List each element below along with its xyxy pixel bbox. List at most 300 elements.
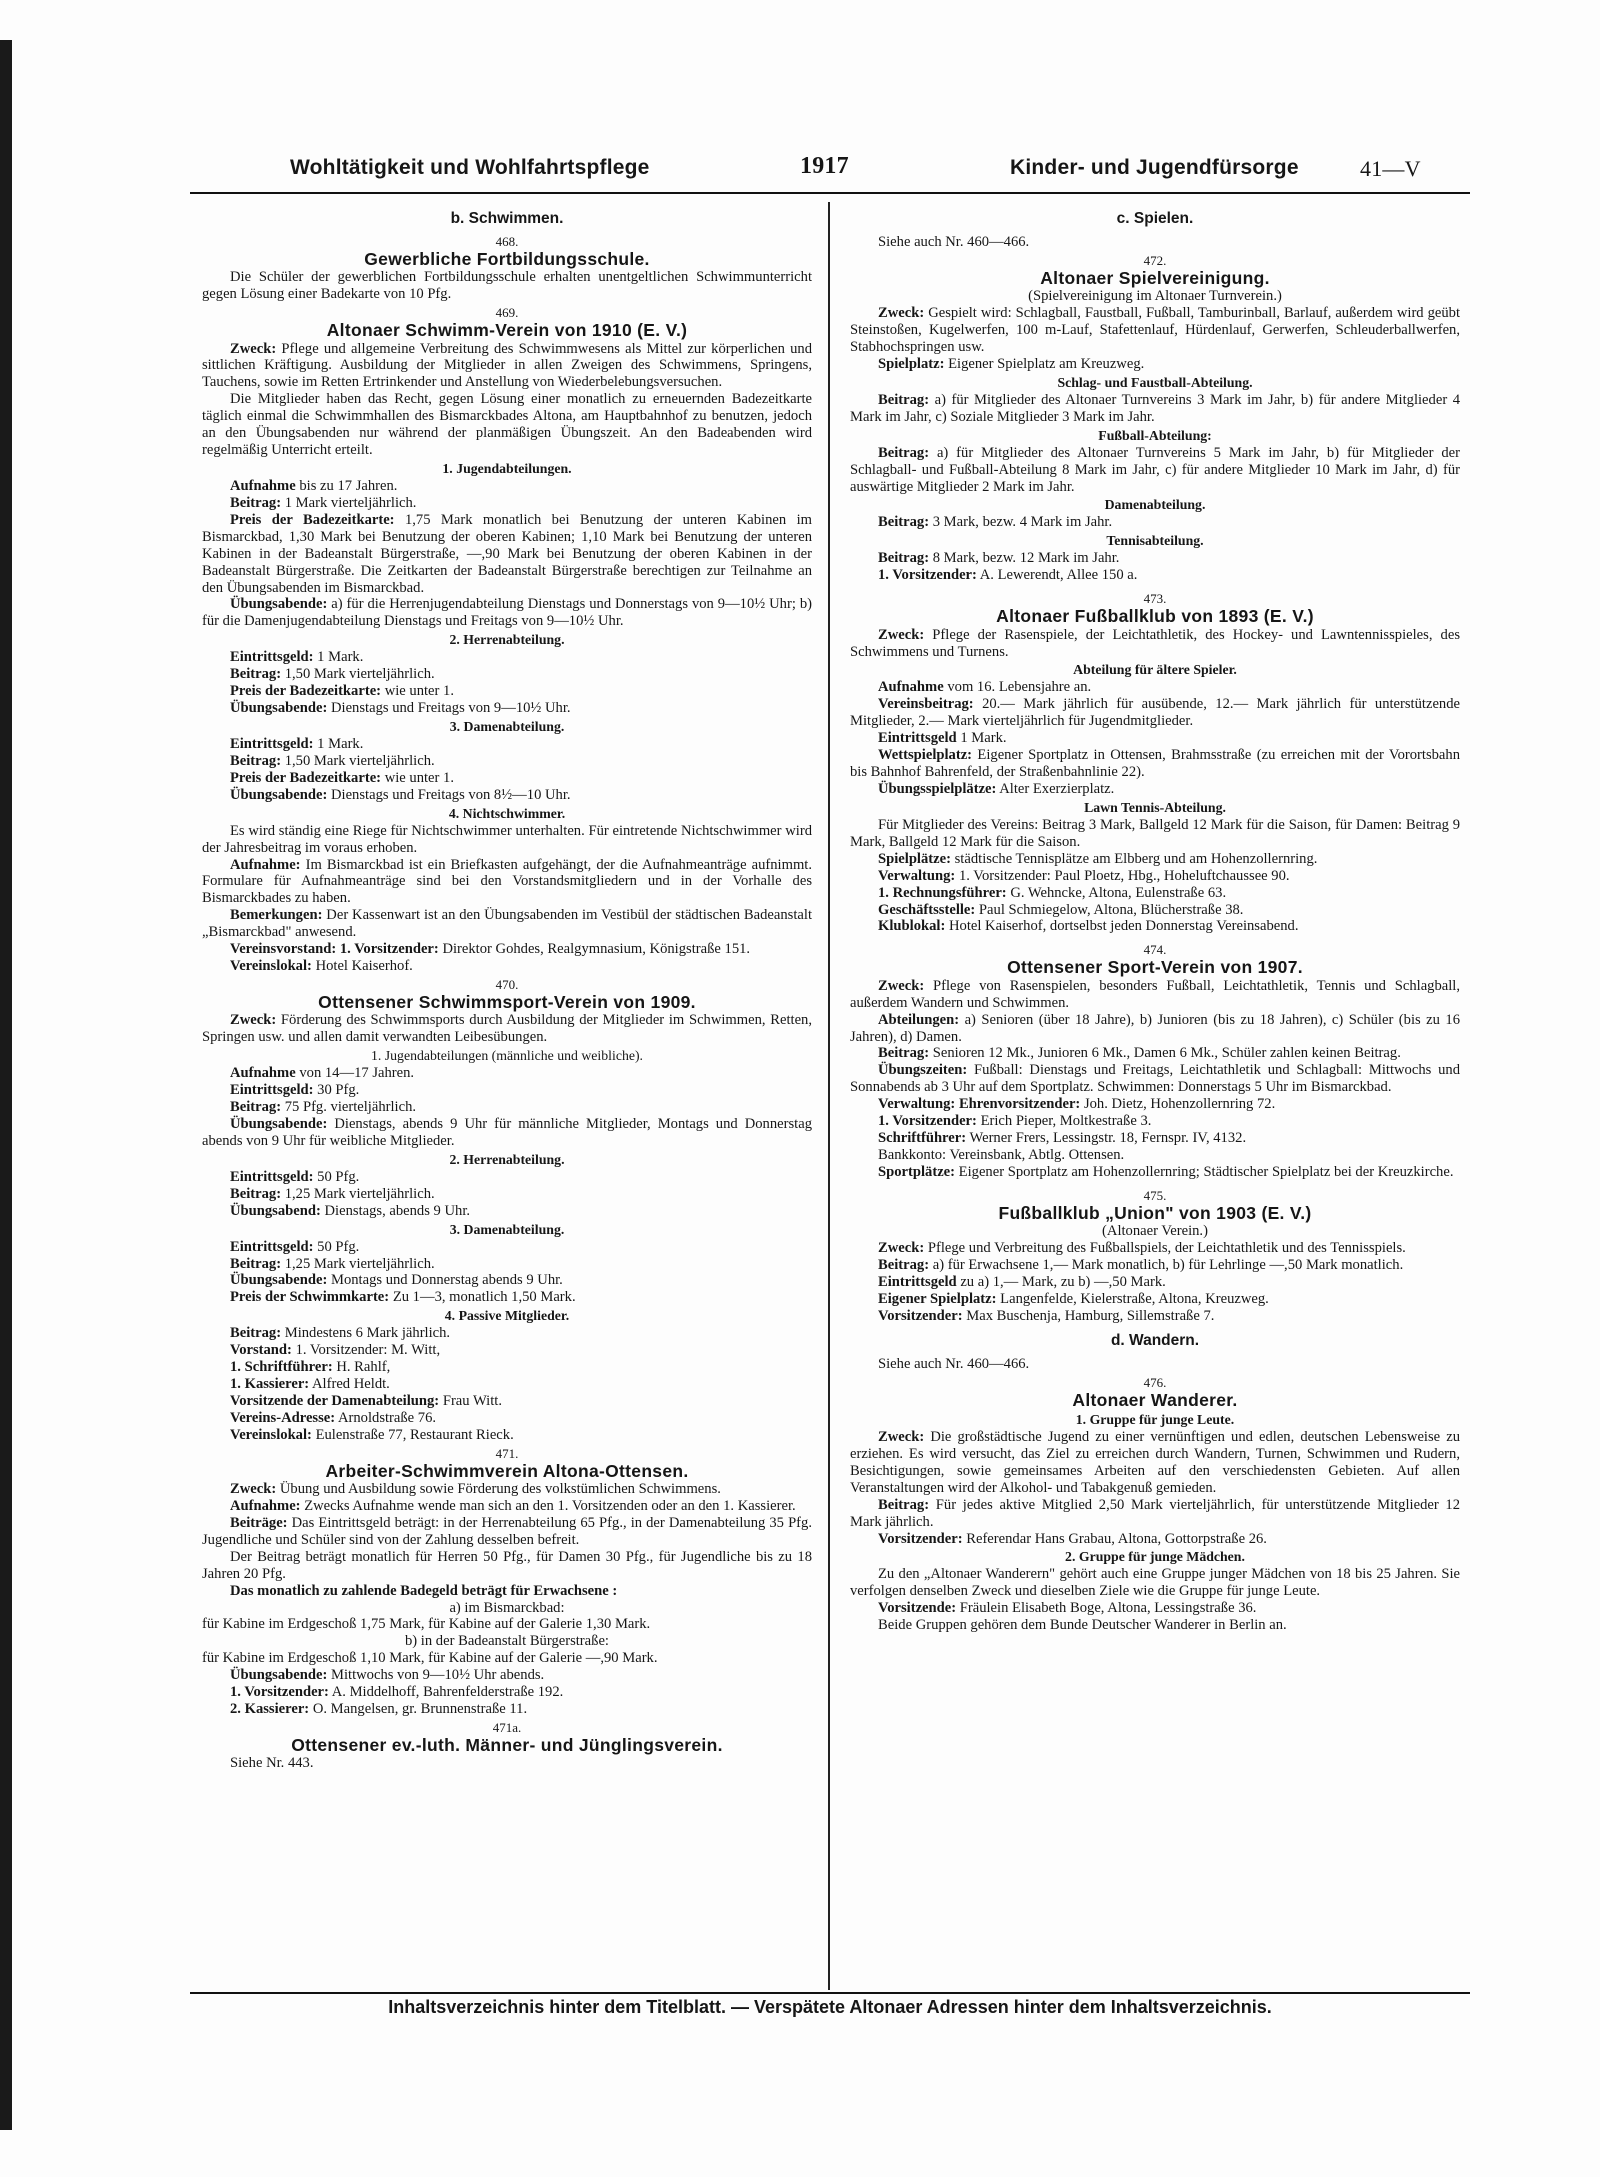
purpose-text bbox=[850, 1429, 1460, 1497]
value: Das Eintrittsgeld beträgt: in der Herrenabteilung 65 Pfg., in der Damenabteilung 35 Pfg. Jugendliche und Schüler sind von der Zahlung desselben befreit. bbox=[202, 1514, 812, 1548]
entry-474 bbox=[850, 935, 1460, 1180]
subsection-title: 3. Damenabteilung. bbox=[449, 719, 565, 734]
field bbox=[202, 1272, 812, 1289]
label: Vereinsvorstand: bbox=[230, 941, 337, 958]
value: bis zu 17 Jahren. bbox=[299, 478, 398, 495]
value: Werner Frers, Lessingstr. 18, Fernspr. IV, 4132. bbox=[969, 1130, 1247, 1147]
value: Mittwochs von 9—10½ Uhr abends. bbox=[330, 1667, 545, 1684]
field bbox=[850, 1600, 1460, 1617]
value: Langenfelde, Kielerstraße, Altona, Kreuzweg. bbox=[1000, 1290, 1269, 1307]
value: 1 Mark. bbox=[317, 649, 364, 666]
label: Übungsabende: bbox=[230, 596, 328, 613]
field bbox=[850, 1164, 1460, 1181]
entry-471a bbox=[202, 1720, 812, 1772]
bath-fee-b-text: für Kabine im Erdgeschoß 1,10 Mark, für Kabine auf der Galerie —,90 Mark. bbox=[202, 1650, 658, 1667]
subsection-title: 2. Gruppe für junge Mädchen. bbox=[1065, 1549, 1245, 1565]
value: 1. Vorsitzender: M. Witt, bbox=[295, 1342, 441, 1359]
label: Vereinslokal: bbox=[230, 1426, 312, 1443]
field bbox=[850, 445, 1460, 496]
label: Bemerkungen: bbox=[230, 907, 323, 924]
purpose-text bbox=[202, 1481, 812, 1498]
field bbox=[202, 1684, 812, 1701]
value: Übung und Ausbildung sowie Förderung des volkstümlichen Schwimmens. bbox=[279, 1481, 721, 1498]
label: 1. Kassierer: bbox=[230, 1376, 310, 1393]
paragraph: Die Mitglieder haben das Recht, gegen Lösung einer monatlich zu erneuernden Badezeitkarte täglich einmal die Schwimmhallen des Bismarckbades Altona, am Hauptbahnhof zu benutzen, jedoch an den Übungsabenden nur während der planmäßigen Übungszeit. An den Badeabenden wird regelmäßig Unterricht erteilt. bbox=[202, 391, 812, 459]
field bbox=[850, 1012, 1460, 1046]
entry-number: 471a. bbox=[492, 1720, 522, 1735]
field bbox=[202, 787, 812, 804]
field bbox=[850, 696, 1460, 730]
field bbox=[202, 1701, 812, 1718]
label: 1. Schriftführer: bbox=[230, 1359, 333, 1376]
label: Übungsabend: bbox=[230, 1202, 321, 1219]
label: 1. Vorsitzender: bbox=[878, 567, 977, 584]
entry-title: Ottensener Sport-Verein von 1907. bbox=[1007, 957, 1303, 978]
paragraph: Der Beitrag beträgt monatlich für Herren 50 Pfg., für Damen 30 Pfg., für Jugendliche bis zu 18 Jahren 20 Pfg. bbox=[202, 1548, 812, 1582]
purpose-text bbox=[202, 1012, 812, 1046]
label: Zweck: bbox=[878, 977, 925, 994]
value: Direktor Gohdes, Realgymnasium, Königstraße 151. bbox=[442, 941, 751, 958]
value: a) Senioren (über 18 Jahre), b) Junioren (bis zu 18 Jahren), c) Schüler (bis zu 16 Jahren), d) Damen. bbox=[850, 1011, 1460, 1045]
field bbox=[202, 1325, 812, 1342]
label: Spielplatz: bbox=[878, 355, 945, 372]
label: Schriftführer: bbox=[878, 1130, 967, 1147]
label: Beitrag: bbox=[878, 514, 930, 531]
value: 50 Pfg. bbox=[317, 1168, 360, 1185]
value: a) für die Herrenjugendabteilung Dienstags und Donnerstags von 9—10½ Uhr; b) für die Damenjugendabteilung Dienstags und Freitags von 9—10½ Uhr. bbox=[202, 596, 812, 630]
field bbox=[850, 747, 1460, 781]
value: Gespielt wird: Schlagball, Faustball, Fußball, Tamburinball, Barlauf, außerdem wird geübt Steinstoßen, Kugelwerfen, 100 m-Lauf, Stafettenlauf, Hürdenlauf, Gerwerfen, Schleuderballwerfen, Stabhochspringen usw. bbox=[850, 305, 1460, 356]
header-right: Kinder- und Jugendfürsorge bbox=[1010, 156, 1299, 179]
subsection-title: 2. Herrenabteilung. bbox=[449, 1151, 565, 1167]
label: Aufnahme bbox=[230, 478, 296, 495]
field bbox=[202, 1667, 812, 1684]
value: wie unter 1. bbox=[384, 769, 454, 786]
field bbox=[850, 1045, 1460, 1062]
running-header bbox=[190, 150, 1470, 194]
section-heading: d. Wandern. bbox=[1110, 1331, 1200, 1349]
field bbox=[202, 1082, 812, 1099]
value: 1. Vorsitzender: Paul Ploetz, Hbg., Hoheluftchaussee 90. bbox=[958, 867, 1290, 884]
value: 1,25 Mark vierteljährlich. bbox=[284, 1185, 435, 1202]
header-left: Wohltätigkeit und Wohlfahrtspflege bbox=[290, 156, 650, 179]
label: Ehrenvorsitzender: bbox=[958, 1096, 1081, 1113]
value: Eigener Sportplatz in Ottensen, Brahmsstraße (zu erreichen mit der Vorortsbahn bis Bahnhof Bahrenfeld, der Straßenbahnlinie 22). bbox=[850, 747, 1460, 781]
value: 1 Mark vierteljährlich. bbox=[284, 494, 417, 511]
cross-reference: Siehe auch Nr. 460—466. bbox=[878, 1355, 1030, 1372]
cross-reference: Siehe auch Nr. 460—466. bbox=[878, 233, 1030, 250]
value: 1,50 Mark vierteljährlich. bbox=[284, 666, 435, 683]
field bbox=[202, 1289, 812, 1306]
subsection-title: Schlag- und Faustball-Abteilung. bbox=[1057, 374, 1253, 390]
value: Max Buschenja, Hamburg, Sillemstraße 7. bbox=[966, 1307, 1215, 1324]
page-number: 41—V bbox=[1360, 156, 1421, 181]
label: Vereinslokal: bbox=[230, 958, 312, 975]
value: 1,25 Mark vierteljährlich. bbox=[284, 1255, 435, 1272]
field bbox=[850, 392, 1460, 426]
value: a) für Mitglieder des Altonaer Turnvereins 5 Mark im Jahr, b) für Mitglieder der Schlagball- und Fußball-Abteilung 8 Mark im Jahr, c) für andere Mitglieder 10 Mark im Jahr, d) für auswärtige Mitglieder 2 Mark im Jahr. bbox=[850, 444, 1460, 495]
label: Übungsabende: bbox=[230, 1115, 328, 1132]
label: 1. Rechnungsführer: bbox=[878, 884, 1007, 901]
field bbox=[850, 1308, 1460, 1325]
label: Wettspielplatz: bbox=[878, 747, 973, 764]
subsection-title: 1. Gruppe für junge Leute. bbox=[1075, 1411, 1235, 1427]
entry-471 bbox=[202, 1446, 812, 1718]
label: Aufnahme: bbox=[230, 1498, 301, 1515]
value: Pflege und allgemeine Verbreitung des Schwimmwesens als Mittel zur körperlichen und sittlichen Kräftigung. Ausbildung der Mitglieder in allen Zweigen des Schwimmens, Springens, Tauchens, sowie im Retten Ertrinkender und Anstellung von Wiederbelebungsversuchen. bbox=[202, 340, 812, 391]
bath-fee-a-text: für Kabine im Erdgeschoß 1,75 Mark, für Kabine auf der Galerie 1,30 Mark. bbox=[202, 1616, 651, 1633]
label: Geschäftsstelle: bbox=[878, 901, 976, 918]
field bbox=[850, 567, 1460, 584]
label: Beitrag: bbox=[230, 1099, 282, 1116]
section-heading: b. Schwimmen. bbox=[450, 210, 564, 227]
entry-469 bbox=[202, 305, 812, 975]
field bbox=[202, 857, 812, 908]
value: 8 Mark, bezw. 12 Mark im Jahr. bbox=[932, 550, 1120, 567]
value: Fußball: Dienstags und Freitags, Leichtathletik und Schlagball: Mittwochs und Sonnabends ab 3 Uhr auf dem Sportplatz. Schwimmen: Donnerstags 5 Uhr im Bismarckbad. bbox=[850, 1062, 1460, 1096]
subsection-title: Tennisabteilung. bbox=[1106, 533, 1204, 549]
label: Preis der Badezeitkarte: bbox=[230, 511, 395, 528]
value: Paul Schmiegelow, Altona, Blücherstraße 38. bbox=[978, 901, 1244, 918]
label: Vorsitzende: bbox=[878, 1600, 957, 1617]
entry-number: 473. bbox=[1143, 591, 1167, 607]
entry-subtitle: (Altonaer Verein.) bbox=[1102, 1223, 1208, 1240]
purpose-text bbox=[202, 341, 812, 392]
field bbox=[850, 1113, 1460, 1130]
value: Eigener Spielplatz am Kreuzweg. bbox=[948, 355, 1145, 372]
field bbox=[202, 1065, 812, 1082]
label: Aufnahme bbox=[878, 679, 944, 696]
entry-number: 476. bbox=[1143, 1374, 1167, 1390]
value: 3 Mark, bezw. 4 Mark im Jahr. bbox=[932, 514, 1113, 531]
label: Vereins-Adresse: bbox=[230, 1409, 336, 1426]
entry-title: Arbeiter-Schwimmverein Altona-Ottensen. bbox=[325, 1460, 689, 1481]
field bbox=[202, 1169, 812, 1186]
entry-text: Die Schüler der gewerblichen Fortbildungsschule erhalten unentgeltlichen Schwimmunterricht gegen Lösung einer Badekarte von 10 Pfg. bbox=[202, 269, 812, 303]
label: Beitrag: bbox=[230, 1255, 282, 1272]
label: Preis der Schwimmkarte: bbox=[230, 1289, 390, 1306]
purpose-text bbox=[850, 305, 1460, 356]
field bbox=[202, 495, 812, 512]
purpose-text bbox=[850, 978, 1460, 1012]
page-footer: Inhaltsverzeichnis hinter dem Titelblatt. — Verspätete Altonaer Adressen hinter dem Inhaltsverzeichnis. bbox=[190, 1992, 1470, 2023]
label: Beitrag: bbox=[878, 391, 930, 408]
value: G. Wehncke, Altona, Eulenstraße 63. bbox=[1010, 884, 1227, 901]
value: a) für Erwachsene 1,— Mark monatlich, b) für Lehrlinge —,50 Mark monatlich. bbox=[932, 1257, 1404, 1274]
entry-476 bbox=[850, 1375, 1460, 1635]
subsection-title: Abteilung für ältere Spieler. bbox=[1073, 662, 1237, 678]
field bbox=[850, 514, 1460, 531]
subsection-title: 4. Passive Mitglieder. bbox=[444, 1308, 570, 1324]
field bbox=[850, 1096, 1460, 1113]
value: Pflege von Rasenspielen, besonders Fußball, Leichtathletik, Tennis und Schlagball, außerdem Wandern und Schwimmen. bbox=[850, 977, 1460, 1011]
value: Dienstags und Freitags von 8½—10 Uhr. bbox=[330, 786, 571, 803]
field bbox=[202, 1410, 812, 1427]
label: Spielplätze: bbox=[878, 850, 951, 867]
entry-number: 468. bbox=[495, 233, 519, 249]
label: Beitrag: bbox=[878, 1045, 930, 1062]
label: 1. Vorsitzender: bbox=[878, 1113, 977, 1130]
field bbox=[202, 1515, 812, 1549]
field bbox=[850, 730, 1460, 747]
field bbox=[202, 596, 812, 630]
label: Beiträge: bbox=[230, 1514, 288, 1531]
column-divider bbox=[828, 202, 830, 1990]
subsection-title: 2. Herrenabteilung. bbox=[449, 632, 565, 648]
label: Klublokal: bbox=[878, 918, 946, 935]
entry-title: Altonaer Spielvereinigung. bbox=[1040, 267, 1270, 288]
field bbox=[202, 666, 812, 683]
value: Dienstags, abends 9 Uhr. bbox=[324, 1202, 471, 1219]
value: Arnoldstraße 76. bbox=[337, 1409, 437, 1426]
label: Übungsabende: bbox=[230, 1272, 328, 1289]
field bbox=[202, 958, 812, 975]
value: Frau Witt. bbox=[442, 1392, 502, 1409]
field bbox=[202, 1239, 812, 1256]
value: O. Mangelsen, gr. Brunnenstraße 11. bbox=[312, 1701, 528, 1718]
value: Erich Pieper, Moltkestraße 3. bbox=[980, 1113, 1152, 1130]
field bbox=[202, 683, 812, 700]
field bbox=[850, 851, 1460, 868]
label: Beitrag: bbox=[878, 1257, 930, 1274]
field bbox=[202, 1498, 812, 1515]
entry-number: 475. bbox=[1143, 1187, 1167, 1203]
cross-reference: Siehe Nr. 443. bbox=[230, 1755, 314, 1772]
entry-title: Altonaer Fußballklub von 1893 (E. V.) bbox=[996, 606, 1314, 627]
label: Zweck: bbox=[878, 1240, 925, 1257]
label: Zweck: bbox=[230, 340, 277, 357]
label: Vorsitzende der Damenabteilung: bbox=[230, 1392, 440, 1409]
label: Übungszeiten: bbox=[878, 1062, 968, 1079]
label: Sportplätze: bbox=[878, 1163, 956, 1180]
label: Zweck: bbox=[230, 1012, 277, 1029]
value: Fräulein Elisabeth Boge, Altona, Lessingstraße 36. bbox=[959, 1600, 1257, 1617]
purpose-text bbox=[850, 627, 1460, 661]
value: Dienstags, abends 9 Uhr für männliche Mitglieder, Montags und Donnerstag abends von 9 Uhr für weibliche Mitglieder. bbox=[202, 1115, 812, 1149]
value: Alter Exerzierplatz. bbox=[999, 781, 1115, 797]
entry-472 bbox=[850, 253, 1460, 584]
label: Eintrittsgeld bbox=[878, 730, 957, 747]
entry-title: Altonaer Wanderer. bbox=[1072, 1389, 1238, 1410]
subsection-title: Lawn Tennis-Abteilung. bbox=[1084, 799, 1226, 815]
value: 1,50 Mark vierteljährlich. bbox=[284, 752, 435, 769]
field bbox=[202, 736, 812, 753]
value: 1 Mark. bbox=[960, 730, 1007, 747]
value: Joh. Dietz, Hohenzollernring 72. bbox=[1083, 1096, 1276, 1113]
value: 75 Pfg. vierteljährlich. bbox=[284, 1099, 417, 1116]
field bbox=[850, 1291, 1460, 1308]
value: A. Lewerendt, Allee 150 a. bbox=[979, 567, 1138, 584]
value: Montags und Donnerstag abends 9 Uhr. bbox=[330, 1272, 563, 1289]
value: von 14—17 Jahren. bbox=[299, 1065, 415, 1082]
field bbox=[850, 1130, 1460, 1147]
field bbox=[850, 1274, 1460, 1291]
label: Übungsabende: bbox=[230, 700, 328, 717]
entry-468 bbox=[202, 234, 812, 303]
entry-473 bbox=[850, 584, 1460, 935]
value: Zwecks Aufnahme wende man sich an den 1. Vorsitzenden oder an den 1. Kassierer. bbox=[304, 1498, 796, 1515]
entry-475 bbox=[850, 1181, 1460, 1325]
value: Referendar Hans Grabau, Altona, Gottorpstraße 26. bbox=[966, 1530, 1267, 1547]
field bbox=[202, 1116, 812, 1150]
field bbox=[850, 1062, 1460, 1096]
label: Vorsitzender: bbox=[878, 1530, 963, 1547]
field bbox=[202, 1376, 812, 1393]
value: Für jedes aktive Mitglied 2,50 Mark vierteljährlich, für unterstützende Mitglieder 12 Mark jährlich. bbox=[850, 1496, 1461, 1530]
field bbox=[202, 1342, 812, 1359]
label: 1. Vorsitzender: bbox=[339, 941, 439, 958]
label: Beitrag: bbox=[878, 1496, 930, 1513]
field bbox=[850, 885, 1460, 902]
value: Eulenstraße 77, Restaurant Rieck. bbox=[315, 1426, 514, 1443]
header-year: 1917 bbox=[800, 153, 849, 179]
value: Zu 1—3, monatlich 1,50 Mark. bbox=[392, 1289, 576, 1306]
field bbox=[202, 649, 812, 666]
subsection-title: Damenabteilung. bbox=[1104, 497, 1206, 513]
document-page bbox=[190, 150, 1470, 2017]
label: Beitrag: bbox=[230, 1325, 282, 1342]
entry-470 bbox=[202, 977, 812, 1444]
purpose-text bbox=[850, 1240, 1460, 1257]
label: Beitrag: bbox=[878, 550, 930, 567]
scan-edge bbox=[0, 40, 12, 2130]
label: Eigener Spielplatz: bbox=[878, 1290, 997, 1307]
field bbox=[850, 679, 1460, 696]
entry-subtitle: (Spielvereinigung im Altonaer Turnverein.) bbox=[1028, 288, 1282, 305]
label: Vereinsbeitrag: bbox=[878, 696, 974, 713]
value: H. Rahlf, bbox=[336, 1359, 391, 1376]
label: Beitrag: bbox=[230, 494, 282, 511]
value: 50 Pfg. bbox=[317, 1238, 360, 1255]
value: Förderung des Schwimmsports durch Ausbildung der Mitglieder im Schwimmen, Retten, Springen usw. und allen damit verwandten Leibesübungen. bbox=[202, 1012, 812, 1046]
entry-number: 469. bbox=[495, 305, 519, 321]
label: Aufnahme: bbox=[230, 856, 301, 873]
label: Preis der Badezeitkarte: bbox=[230, 683, 382, 700]
value: A. Middelhoff, Bahrenfelderstraße 192. bbox=[331, 1684, 564, 1701]
field bbox=[202, 478, 812, 495]
entry-title: Fußballklub „Union" von 1903 (E. V.) bbox=[998, 1202, 1312, 1223]
value: 1 Mark. bbox=[317, 736, 364, 752]
label: Vorstand: bbox=[230, 1342, 292, 1359]
value: Eigener Sportplatz am Hohenzollernring; Städtischer Spielplatz bei der Kreuzkirche. bbox=[958, 1163, 1454, 1180]
paragraph: Zu den „Altonaer Wanderern" gehört auch eine Gruppe junger Mädchen von 18 bis 25 Jahren. Sie verfolgen denselben Zweck und dieselben Ziele wie die Gruppe für junge Leute. bbox=[850, 1566, 1460, 1600]
entry-title: Gewerbliche Fortbildungsschule. bbox=[364, 249, 650, 270]
label: Eintrittsgeld: bbox=[230, 1238, 314, 1255]
bath-fee-b: b) in der Badeanstalt Bürgerstraße: bbox=[405, 1633, 609, 1650]
subsection-title: Fußball-Abteilung: bbox=[1098, 427, 1212, 443]
field bbox=[850, 868, 1460, 885]
label: Beitrag: bbox=[230, 1185, 282, 1202]
field bbox=[202, 907, 812, 941]
label: Übungsabende: bbox=[230, 1667, 328, 1684]
label: Übungsspielplätze: bbox=[878, 781, 997, 797]
entry-title: Altonaer Schwimm-Verein von 1910 (E. V.) bbox=[326, 320, 688, 341]
value: zu a) 1,— Mark, zu b) —,50 Mark. bbox=[960, 1273, 1166, 1290]
paragraph: Es wird ständig eine Riege für Nichtschwimmer unterhalten. Für eintretende Nichtschwimmer wird der Jahresbeitrag im voraus erhoben. bbox=[202, 822, 812, 856]
field bbox=[850, 781, 1460, 798]
label: 2. Kassierer: bbox=[230, 1701, 310, 1718]
label: Verwaltung: bbox=[878, 1096, 956, 1113]
field bbox=[850, 1257, 1460, 1274]
entry-title: Ottensener Schwimmsport-Verein von 1909. bbox=[318, 992, 696, 1013]
label: Eintrittsgeld bbox=[878, 1273, 957, 1290]
field bbox=[850, 902, 1460, 919]
subsection-title: 1. Jugendabteilungen. bbox=[442, 461, 572, 477]
value: 30 Pfg. bbox=[317, 1082, 360, 1099]
field bbox=[202, 1427, 812, 1444]
value: Mindestens 6 Mark jährlich. bbox=[284, 1325, 451, 1342]
label: Beitrag: bbox=[230, 666, 282, 683]
subsection-title: 1. Jugendabteilungen (männliche und weibliche). bbox=[370, 1048, 644, 1064]
field bbox=[202, 770, 812, 787]
label: Beitrag: bbox=[230, 752, 282, 769]
label: Aufnahme bbox=[230, 1065, 296, 1082]
section-heading: c. Spielen. bbox=[1116, 210, 1194, 227]
paragraph: Beide Gruppen gehören dem Bunde Deutscher Wanderer in Berlin an. bbox=[878, 1617, 1287, 1634]
entry-number: 471. bbox=[495, 1445, 519, 1461]
field bbox=[850, 1531, 1460, 1548]
field bbox=[850, 1497, 1460, 1531]
value: Alfred Heldt. bbox=[312, 1376, 390, 1393]
value: Hotel Kaiserhof, dortselbst jeden Donnerstag Vereinsabend. bbox=[948, 918, 1299, 935]
field bbox=[202, 1099, 812, 1116]
value: Senioren 12 Mk., Junioren 6 Mk., Damen 6 Mk., Schüler zahlen keinen Beitrag. bbox=[932, 1045, 1401, 1062]
value: städtische Tennisplätze am Elbberg und am Hohenzollernring. bbox=[954, 850, 1318, 867]
label: Zweck: bbox=[878, 305, 925, 322]
value: Die großstädtische Jugend zu einer vernünftigen und edlen, deutschen Lebensweise zu erziehen. Es wird versucht, das Ziel zu erreichen durch Wandern, Turnen, Schwimmen und Rudern, Besichtigungen, sowie gemeinsames Arbeiten auf den verschiedensten Gebieten. Auf allen Veranstaltungen wird der Alkohol- und Tabakgenuß gemieden. bbox=[850, 1428, 1460, 1496]
entry-number: 470. bbox=[495, 976, 519, 992]
field bbox=[202, 753, 812, 770]
value: 20.— Mark jährlich für ausübende, 12.— Mark jährlich für unterstützende Mitglieder, 2.— Mark vierteljährlich für Jugendmitglieder. bbox=[850, 696, 1460, 730]
value: vom 16. Lebensjahre an. bbox=[947, 679, 1092, 696]
bath-fee-heading: Das monatlich zu zahlende Badegeld beträgt für Erwachsene : bbox=[230, 1582, 618, 1599]
field bbox=[202, 512, 812, 597]
entry-title: Ottensener ev.-luth. Männer- und Jünglingsverein. bbox=[291, 1735, 723, 1756]
value: Pflege der Rasenspiele, der Leichtathletik, des Hockey- und Lawntennisspieles, des Schwimmens und Turnens. bbox=[850, 626, 1460, 660]
subsection-title: 4. Nichtschwimmer. bbox=[448, 805, 566, 821]
label: Preis der Badezeitkarte: bbox=[230, 769, 382, 786]
label: Eintrittsgeld: bbox=[230, 649, 314, 666]
value: Im Bismarckbad ist ein Briefkasten aufgehängt, der die Aufnahmeanträge aufnimmt. Formulare für Aufnahmeanträge sind bei den Vorstandsmitgliedern und in der Vorhalle des Bismarckbades zu haben. bbox=[202, 856, 812, 907]
value: Dienstags und Freitags von 9—10½ Uhr. bbox=[330, 700, 571, 717]
paragraph: Für Mitglieder des Vereins: Beitrag 3 Mark, Ballgeld 12 Mark für die Saison, für Damen: Beitrag 9 Mark, Ballgeld 12 Mark für die Saison. bbox=[850, 816, 1460, 850]
bath-fee-a: a) im Bismarckbad: bbox=[449, 1599, 565, 1616]
value: wie unter 1. bbox=[384, 683, 454, 700]
label: Beitrag: bbox=[878, 444, 930, 461]
label: Eintrittsgeld: bbox=[230, 1168, 314, 1185]
field bbox=[202, 1393, 812, 1410]
label: Zweck: bbox=[878, 1428, 925, 1445]
label: Eintrittsgeld: bbox=[230, 736, 314, 752]
subsection-title: 3. Damenabteilung. bbox=[449, 1221, 565, 1237]
entry-number: 472. bbox=[1143, 252, 1167, 268]
label: Verwaltung: bbox=[878, 867, 956, 884]
label: Zweck: bbox=[878, 626, 925, 643]
value: a) für Mitglieder des Altonaer Turnvereins 3 Mark im Jahr, b) für andere Mitglieder 4 Mark im Jahr, c) Soziale Mitglieder 3 Mark im Jahr. bbox=[850, 391, 1460, 425]
value: 1,75 Mark monatlich bei Benutzung der unteren Kabinen im Bismarckbad, 1,30 Mark bei Benutzung der oberen Kabinen; 1,10 Mark bei Benutzung der unteren Kabinen in der Badeanstalt Bürgerstraße, —,90 Mark bei Benutzung der oberen Kabinen in der Badeanstalt Bürgerstraße. Die Zeitkarten der Badeanstalt Bürgerstraße berechtigen zur Teilnahme an den Übungsabenden im Bismarckbad. bbox=[202, 511, 812, 596]
field bbox=[202, 941, 812, 958]
right-column bbox=[850, 208, 1460, 1634]
value: Der Kassenwart ist an den Übungsabenden im Vestibül der städtischen Badeanstalt „Bismarckbad" anwesend. bbox=[202, 907, 812, 941]
label: 1. Vorsitzender: bbox=[230, 1684, 329, 1701]
left-column bbox=[202, 208, 812, 1772]
field bbox=[202, 700, 812, 717]
field bbox=[202, 1203, 812, 1220]
field bbox=[850, 356, 1460, 373]
label: Eintrittsgeld: bbox=[230, 1082, 314, 1099]
label: Zweck: bbox=[230, 1481, 277, 1498]
label: Übungsabende: bbox=[230, 786, 328, 803]
